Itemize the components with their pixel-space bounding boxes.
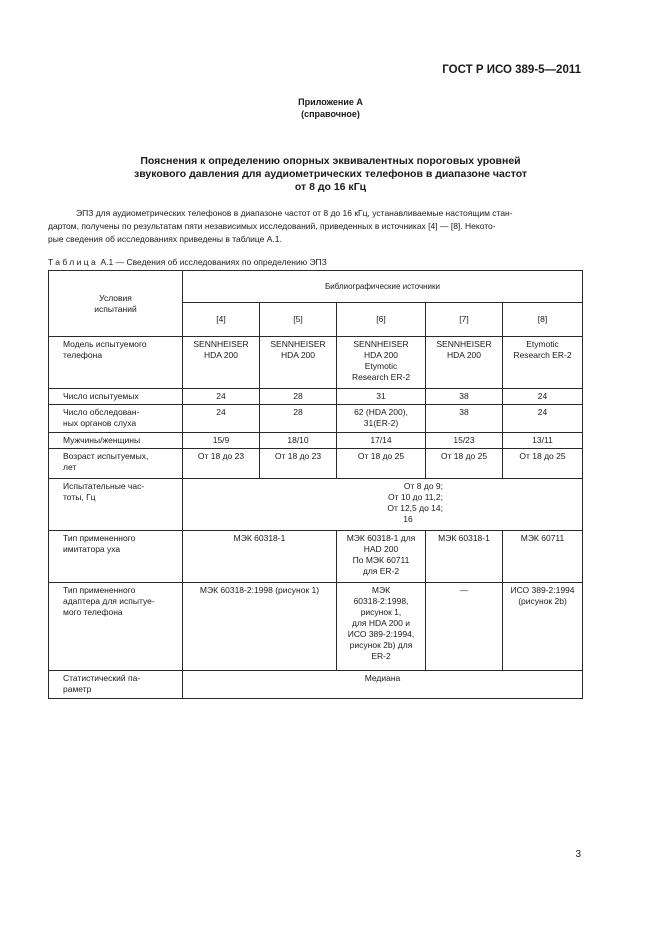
cell-line: HDA 200 xyxy=(203,350,239,360)
table-cell xyxy=(337,531,426,583)
row-label xyxy=(49,405,183,433)
table-row-age xyxy=(49,449,583,479)
row-label-line: Тип примененного xyxy=(63,585,136,595)
table-cell xyxy=(337,583,426,671)
cell-line: ИСО 389-2:1994, xyxy=(347,629,415,639)
studies-table xyxy=(48,270,583,699)
table-cell: 15/9 xyxy=(183,433,260,449)
row-label-line: телефона xyxy=(63,350,103,360)
cell-line: Research ER-2 xyxy=(351,372,411,382)
row-label-line: тоты, Гц xyxy=(63,492,96,502)
table-caption-label: Таблица xyxy=(48,257,99,267)
row-label-line: Тип примененного xyxy=(63,533,136,543)
document-code: ГОСТ Р ИСО 389-5—2011 xyxy=(442,64,581,76)
row-label-line: ных органов слуха xyxy=(63,418,137,428)
cell-line: HDA 200 xyxy=(363,350,399,360)
section-title-line: Пояснения к определению опорных эквивалентных пороговых уровней xyxy=(140,155,521,167)
table-row-subjects xyxy=(49,389,583,405)
source-cell: [4] xyxy=(183,303,260,337)
table-cell: 31 xyxy=(337,389,426,405)
table-cell xyxy=(260,337,337,389)
annex-heading xyxy=(0,96,661,120)
cell-line: Research ER-2 xyxy=(513,350,572,360)
table-row-stat xyxy=(49,671,583,699)
table-cell xyxy=(503,337,583,389)
row-label xyxy=(49,671,183,699)
table-cell: 13/11 xyxy=(503,433,583,449)
table-row-frequencies xyxy=(49,479,583,531)
conditions-header-line: испытаний xyxy=(94,303,137,314)
table-cell: 28 xyxy=(260,405,337,433)
cell-line: 60318-2:1998, xyxy=(353,596,409,606)
cell-line: ER-2 xyxy=(371,651,391,661)
table-cell: 18/10 xyxy=(260,433,337,449)
paragraph-line-text: ЭПЗ для аудиометрических телефонов в диапазоне частот от 8 до 16 кГц, устанавливаемые настоящим стан- xyxy=(76,208,513,218)
cell-line: МЭК 60318-1 для xyxy=(346,533,416,543)
cell-line: рисунок 1, xyxy=(360,607,402,617)
row-label-line: адаптера для испытуе- xyxy=(63,596,155,606)
source-cell: [7] xyxy=(426,303,503,337)
cell-line: 16 xyxy=(403,514,413,524)
paragraph-line: рые сведения об исследованиях приведены в таблице А.1. xyxy=(48,234,282,244)
source-cell: [8] xyxy=(503,303,583,337)
cell-line: Etymotic xyxy=(526,339,559,349)
row-label-line: Возраст испытуемых, xyxy=(63,451,149,461)
cell-line: SENNHEISER xyxy=(353,339,409,349)
table-cell xyxy=(183,337,260,389)
table-header-row xyxy=(49,271,583,303)
cell-line: От 10 до 11,2; xyxy=(387,492,443,502)
row-label-line: имитатора уха xyxy=(63,544,121,554)
row-label: Мужчины/женщины xyxy=(49,433,183,449)
table-row-model xyxy=(49,337,583,389)
cell-line: для ER-2 xyxy=(362,566,400,576)
section-title-line: от 8 до 16 кГц xyxy=(294,181,367,193)
source-cell: [5] xyxy=(260,303,337,337)
row-label-line: Статистический па- xyxy=(63,673,141,683)
cell-line: 62 (HDA 200), xyxy=(354,407,408,417)
conditions-header xyxy=(49,271,183,337)
table-cell xyxy=(503,583,583,671)
cell-line: По МЭК 60711 xyxy=(352,555,410,565)
table-cell: 28 xyxy=(260,389,337,405)
table-cell: 38 xyxy=(426,389,503,405)
row-label xyxy=(49,337,183,389)
conditions-header-line: Условия xyxy=(99,292,132,303)
sources-header: Библиографические источники xyxy=(183,271,583,303)
cell-line: SENNHEISER xyxy=(270,339,326,349)
table-cell: От 18 до 25 xyxy=(426,449,503,479)
cell-line: Etymotic xyxy=(364,361,398,371)
cell-line: ИСО 389-2:1994 xyxy=(510,585,575,595)
row-label-line: Испытательные час- xyxy=(63,481,145,491)
source-cell: [6] xyxy=(337,303,426,337)
row-label-line: Модель испытуемого xyxy=(63,339,147,349)
cell-line: SENNHEISER xyxy=(193,339,249,349)
table-cell: МЭК 60318-1 xyxy=(426,531,503,583)
table-cell: 17/14 xyxy=(337,433,426,449)
row-label xyxy=(49,583,183,671)
cell-line: От 12,5 до 14; xyxy=(387,503,443,513)
table-row-ear-simulator xyxy=(49,531,583,583)
annex-type: (справочное) xyxy=(301,109,360,119)
cell-line: От 8 до 9; xyxy=(403,481,443,491)
cell-line: (рисунок 2b) xyxy=(518,596,567,606)
table-cell: От 18 до 25 xyxy=(503,449,583,479)
table-cell: Медиана xyxy=(183,671,583,699)
table-cell xyxy=(337,337,426,389)
table-row-adapter xyxy=(49,583,583,671)
table-cell: 24 xyxy=(503,405,583,433)
row-label xyxy=(49,449,183,479)
row-label-line: Число обследован- xyxy=(63,407,140,417)
table-cell: 38 xyxy=(426,405,503,433)
cell-line: HDA 200 xyxy=(280,350,316,360)
table-caption-text: А.1 — Сведения об исследованиях по определению ЭПЗ xyxy=(100,257,327,267)
table-cell: МЭК 60711 xyxy=(503,531,583,583)
table-cell: От 18 до 23 xyxy=(183,449,260,479)
row-label-line: лет xyxy=(63,462,77,472)
table-cell xyxy=(426,337,503,389)
row-label xyxy=(49,479,183,531)
table-cell: 15/23 xyxy=(426,433,503,449)
cell-line: HAD 200 xyxy=(363,544,399,554)
cell-line: МЭК xyxy=(371,585,391,595)
table-row-ears xyxy=(49,405,583,433)
row-label-line: мого телефона xyxy=(63,607,123,617)
table-cell: 24 xyxy=(183,405,260,433)
table-cell xyxy=(183,479,583,531)
section-title-line: звукового давления для аудиометрических телефонов в диапазоне частот xyxy=(133,168,528,180)
table-caption xyxy=(48,257,327,267)
page-number: 3 xyxy=(575,849,581,860)
table-cell: МЭК 60318-1 xyxy=(183,531,337,583)
cell-line: HDA 200 xyxy=(446,350,482,360)
table-cell: От 18 до 23 xyxy=(260,449,337,479)
paragraph-line xyxy=(48,207,583,220)
cell-line: SENNHEISER xyxy=(436,339,492,349)
table-row-gender xyxy=(49,433,583,449)
table-cell: 24 xyxy=(183,389,260,405)
table-cell xyxy=(337,405,426,433)
cell-line: рисунок 2b) для xyxy=(349,640,413,650)
table-cell: — xyxy=(426,583,503,671)
row-label: Число испытуемых xyxy=(49,389,183,405)
annex-title: Приложение А xyxy=(298,97,363,107)
cell-line: 31(ER-2) xyxy=(363,418,399,428)
cell-line: для HDA 200 и xyxy=(351,618,410,628)
paragraph-line: дартом, получены по результатам пяти независимых исследований, приведенных в источниках [4] — [8]. Некото- xyxy=(48,221,496,231)
intro-paragraph xyxy=(48,207,583,246)
table-cell: 24 xyxy=(503,389,583,405)
table-cell: МЭК 60318-2:1998 (рисунок 1) xyxy=(183,583,337,671)
row-label-line: раметр xyxy=(63,684,92,694)
table-cell: От 18 до 25 xyxy=(337,449,426,479)
section-title xyxy=(0,155,661,194)
row-label xyxy=(49,531,183,583)
